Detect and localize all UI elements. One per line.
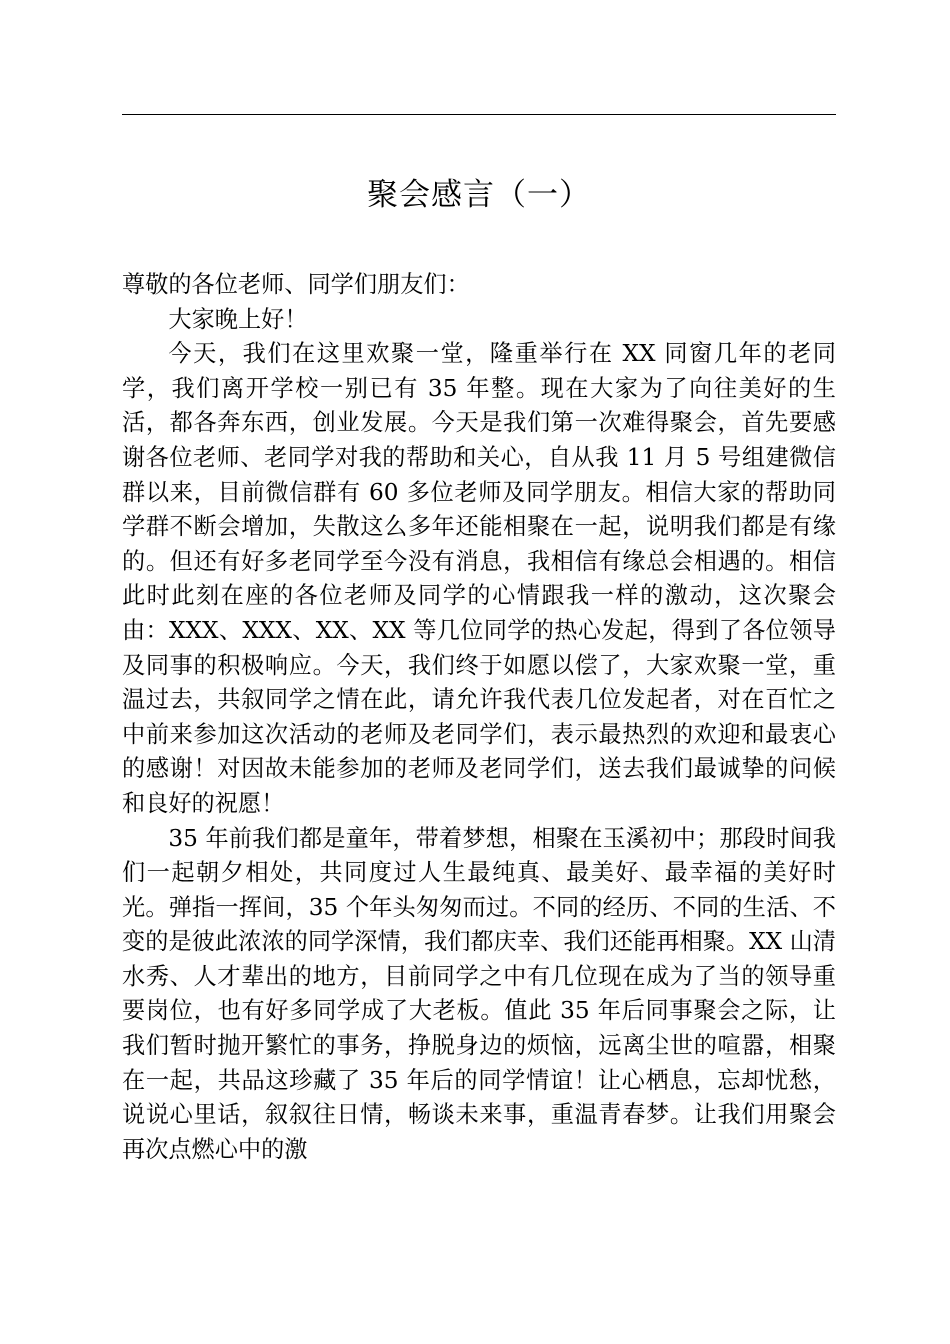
document-body xyxy=(122,268,836,1167)
document-title: 聚会感言（一） xyxy=(367,177,591,213)
header-rule xyxy=(122,114,836,115)
paragraph-2: 35 年前我们都是童年，带着梦想，相聚在玉溪初中；那段时间我们一起朝夕相处，共同度过人生最纯真、最美好、最幸福的美好时光。弹指一挥间，35 个年头匆匆而过。不同的经历、不同的生活、不变的是彼此浓浓的同学深情，我们都庆幸、我们还能再相聚。XX 山清水秀、人才辈出的地方，目前同学之中有几位现在成为了当的领导重要岗位，也有好多同学成了大老板。值此 35 年后同事聚会之际，让我们暂时抛开繁忙的事务，挣脱身边的烦恼，远离尘世的喧嚣，相聚在一起，共品这珍藏了 35 年后的同学情谊！让心栖息，忘却忧愁，说说心里话，叙叙往日情，畅谈未来事，重温青春梦。让我们用聚会再次点燃心中的激 xyxy=(122,824,836,1163)
paragraph-1: 今天，我们在这里欢聚一堂，隆重举行在 XX 同窗几年的老同学，我们离开学校一别已有 35 年整。现在大家为了向往美好的生活，都各奔东西，创业发展。今天是我们第一次难得聚会，首先要感谢各位老师、老同学对我的帮助和关心，自从我 11 月 5 号组建微信群以来，目前微信群有 60 多位老师及同学朋友。相信大家的帮助同学群不断会增加，失散这么多年还能相聚在一起，说明我们都是有缘的。但还有好多老同学至今没有消息，我相信有缘总会相遇的。相信此时此刻在座的各位老师及同学的心情跟我一样的激动，这次聚会由：XXX、XXX、XX、XX 等几位同学的热心发起，得到了各位领导及同事的积极响应。今天，我们终于如愿以偿了，大家欢聚一堂，重温过去，共叙同学之情在此，请允许我代表几位发起者，对在百忙之中前来参加这次活动的老师及老同学们，表示最热烈的欢迎和最衷心的感谢！对因故未能参加的老师及老同学们，送去我们最诚挚的问候和良好的祝愿！ xyxy=(122,340,836,817)
salutation: 尊敬的各位老师、同学们朋友们： xyxy=(122,271,470,298)
greeting: 大家晚上好！ xyxy=(168,305,308,333)
